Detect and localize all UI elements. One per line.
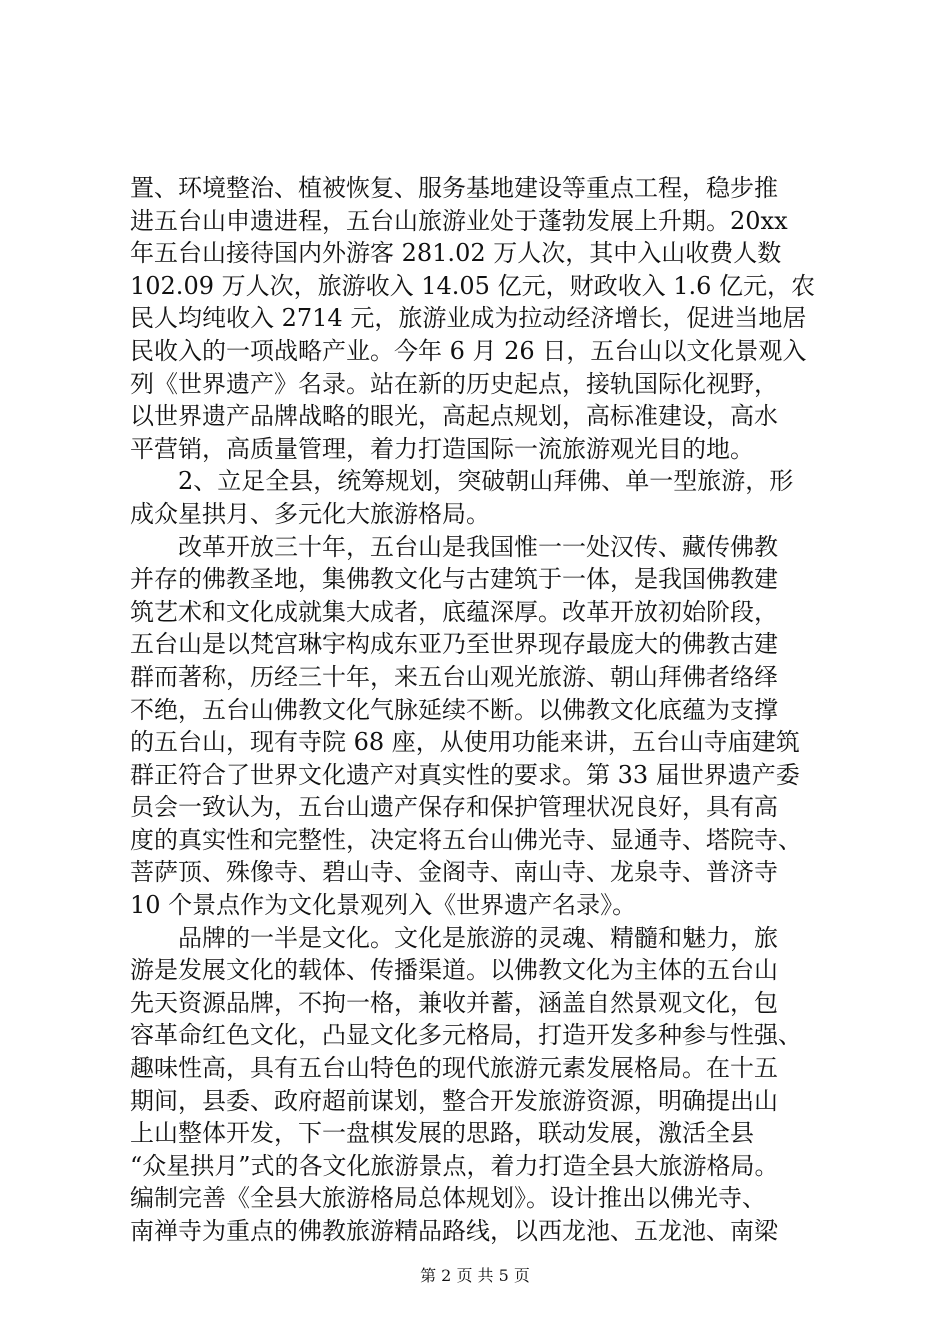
text-line: 改革开放三十年，五台山是我国惟一一处汉传、藏传佛教 bbox=[130, 532, 778, 561]
text-line: 成众星拱月、多元化大旅游格局。 bbox=[130, 499, 490, 528]
text-line: 置、环境整治、植被恢复、服务基地建设等重点工程，稳步推 bbox=[130, 174, 778, 202]
text-line: 筑艺术和文化成就集大成者，底蕴深厚。改革开放初始阶段， bbox=[130, 597, 778, 626]
text-line: 度的真实性和完整性，决定将五台山佛光寺、显通寺、塔院寺、 bbox=[130, 825, 802, 854]
text-line: 的五台山，现有寺院 68 座，从使用功能来讲，五台山寺庙建筑 bbox=[130, 728, 800, 757]
text-line: 以世界遗产品牌战略的眼光，高起点规划，高标准建设，高水 bbox=[130, 402, 778, 431]
text-line: 上山整体开发，下一盘棋发展的思路，联动发展，激活全县 bbox=[130, 1119, 754, 1148]
text-line: 列《世界遗产》名录。站在新的历史起点，接轨国际化视野， bbox=[130, 369, 778, 398]
text-line: 民收入的一项战略产业。今年 6 月 26 日，五台山以文化景观入 bbox=[130, 336, 807, 365]
page-number-footer: 第 2 页 共 5 页 bbox=[420, 1266, 530, 1285]
text-line: 群而著称，历经三十年，来五台山观光旅游、朝山拜佛者络绎 bbox=[130, 662, 778, 691]
text-line: 平营销，高质量管理，着力打造国际一流旅游观光目的地。 bbox=[130, 434, 754, 463]
text-line: 品牌的一半是文化。文化是旅游的灵魂、精髓和魅力，旅 bbox=[130, 923, 778, 952]
text-line: 编制完善《全县大旅游格局总体规划》。设计推出以佛光寺、 bbox=[130, 1184, 766, 1213]
text-line: 不绝，五台山佛教文化气脉延续不断。以佛教文化底蕴为支撑 bbox=[130, 695, 778, 724]
text-line: 容革命红色文化，凸显文化多元格局，打造开发多种参与性强、 bbox=[130, 1021, 802, 1050]
document-body bbox=[130, 172, 830, 1248]
text-line: 10 个景点作为文化景观列入《世界遗产名录》。 bbox=[130, 891, 637, 920]
text-line: 菩萨顶、殊像寺、碧山寺、金阁寺、南山寺、龙泉寺、普济寺 bbox=[130, 858, 778, 887]
text-line: 趣味性高，具有五台山特色的现代旅游元素发展格局。在十五 bbox=[130, 1054, 778, 1083]
text-line: 五台山是以梵宫琳宇构成东亚乃至世界现存最庞大的佛教古建 bbox=[130, 630, 778, 659]
text-line: 2、立足全县，统筹规划，突破朝山拜佛、单一型旅游，形 bbox=[130, 467, 794, 496]
text-line: 游是发展文化的载体、传播渠道。以佛教文化为主体的五台山 bbox=[130, 956, 778, 985]
text-line: 年五台山接待国内外游客 281.02 万人次，其中入山收费人数 bbox=[130, 239, 782, 268]
text-line: “众星拱月”式的各文化旅游景点，着力打造全县大旅游格局。 bbox=[130, 1151, 779, 1180]
text-line: 南禅寺为重点的佛教旅游精品路线，以西龙池、五龙池、南梁 bbox=[130, 1217, 778, 1245]
text-line: 102.09 万人次，旅游收入 14.05 亿元，财政收入 1.6 亿元，农 bbox=[130, 271, 815, 300]
text-line: 期间，县委、政府超前谋划，整合开发旅游资源，明确提出山 bbox=[130, 1086, 778, 1115]
text-line: 并存的佛教圣地，集佛教文化与古建筑于一体，是我国佛教建 bbox=[130, 565, 778, 594]
text-line: 群正符合了世界文化遗产对真实性的要求。第 33 届世界遗产委 bbox=[130, 760, 800, 789]
text-line: 进五台山申遗进程，五台山旅游业处于蓬勃发展上升期。20xx bbox=[130, 206, 788, 235]
text-line: 员会一致认为，五台山遗产保存和保护管理状况良好，具有高 bbox=[130, 793, 778, 822]
text-line: 民人均纯收入 2714 元，旅游业成为拉动经济增长，促进当地居 bbox=[130, 304, 807, 333]
text-line: 先天资源品牌，不拘一格，兼收并蓄，涵盖自然景观文化，包 bbox=[130, 988, 778, 1017]
